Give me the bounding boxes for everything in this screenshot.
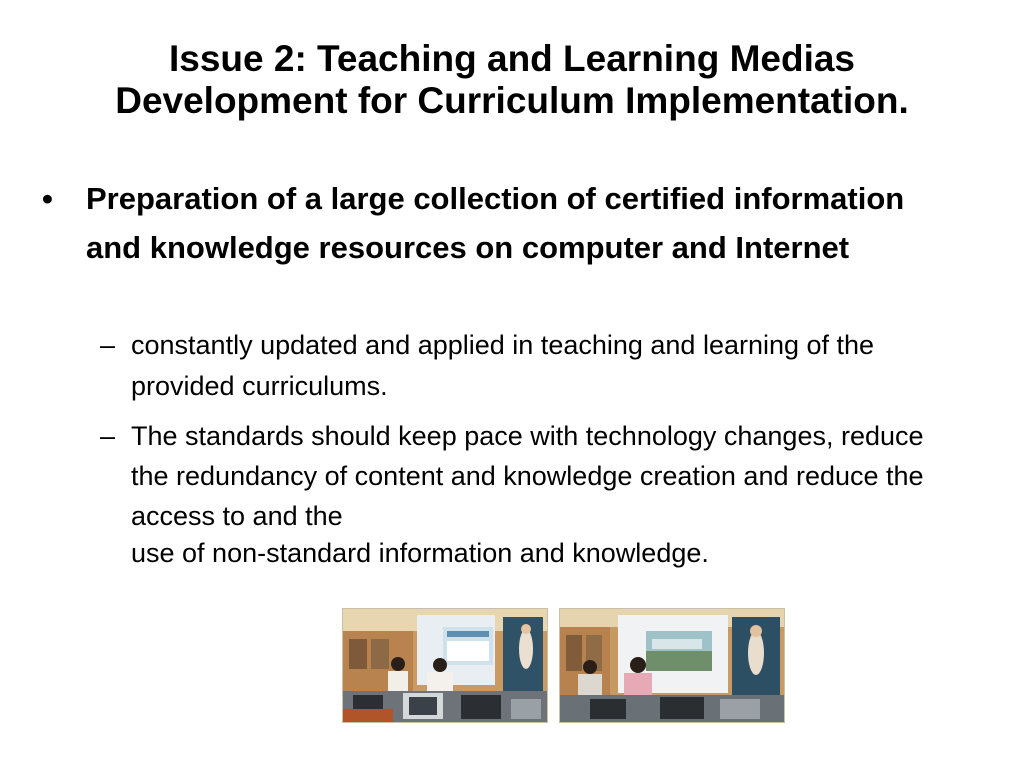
classroom-presentation-photo-icon [343, 609, 547, 722]
slide-title-line-2: Development for Curriculum Implementation. [115, 80, 909, 121]
classroom-photo-1 [342, 608, 548, 723]
bullet-item [42, 174, 942, 272]
sub-bullet-marker: – [100, 421, 116, 451]
sub-bullet-text-last: use of non-standard information and knowledge. [131, 538, 709, 568]
classroom-photo-2 [559, 608, 785, 723]
bullet-marker: • [42, 181, 53, 216]
sub-bullet-item [100, 416, 960, 570]
slide-title-line-1: Issue 2: Teaching and Learning Medias [168, 38, 856, 79]
slide-title [0, 38, 1024, 122]
sub-bullet-text [131, 416, 960, 570]
sub-bullet-text-main: The standards should keep pace with technology changes, reduce the redundancy of content and knowledge creation and reduce the access to and the [131, 421, 924, 531]
sub-bullet-item [100, 325, 960, 407]
sub-bullet-text: constantly updated and applied in teaching and learning of the provided curriculums. [131, 330, 875, 401]
sub-bullet-marker: – [100, 330, 116, 360]
bullet-text: Preparation of a large collection of certified information and knowledge resources on computer and Internet [86, 181, 905, 265]
classroom-presentation-photo-icon [560, 609, 784, 722]
